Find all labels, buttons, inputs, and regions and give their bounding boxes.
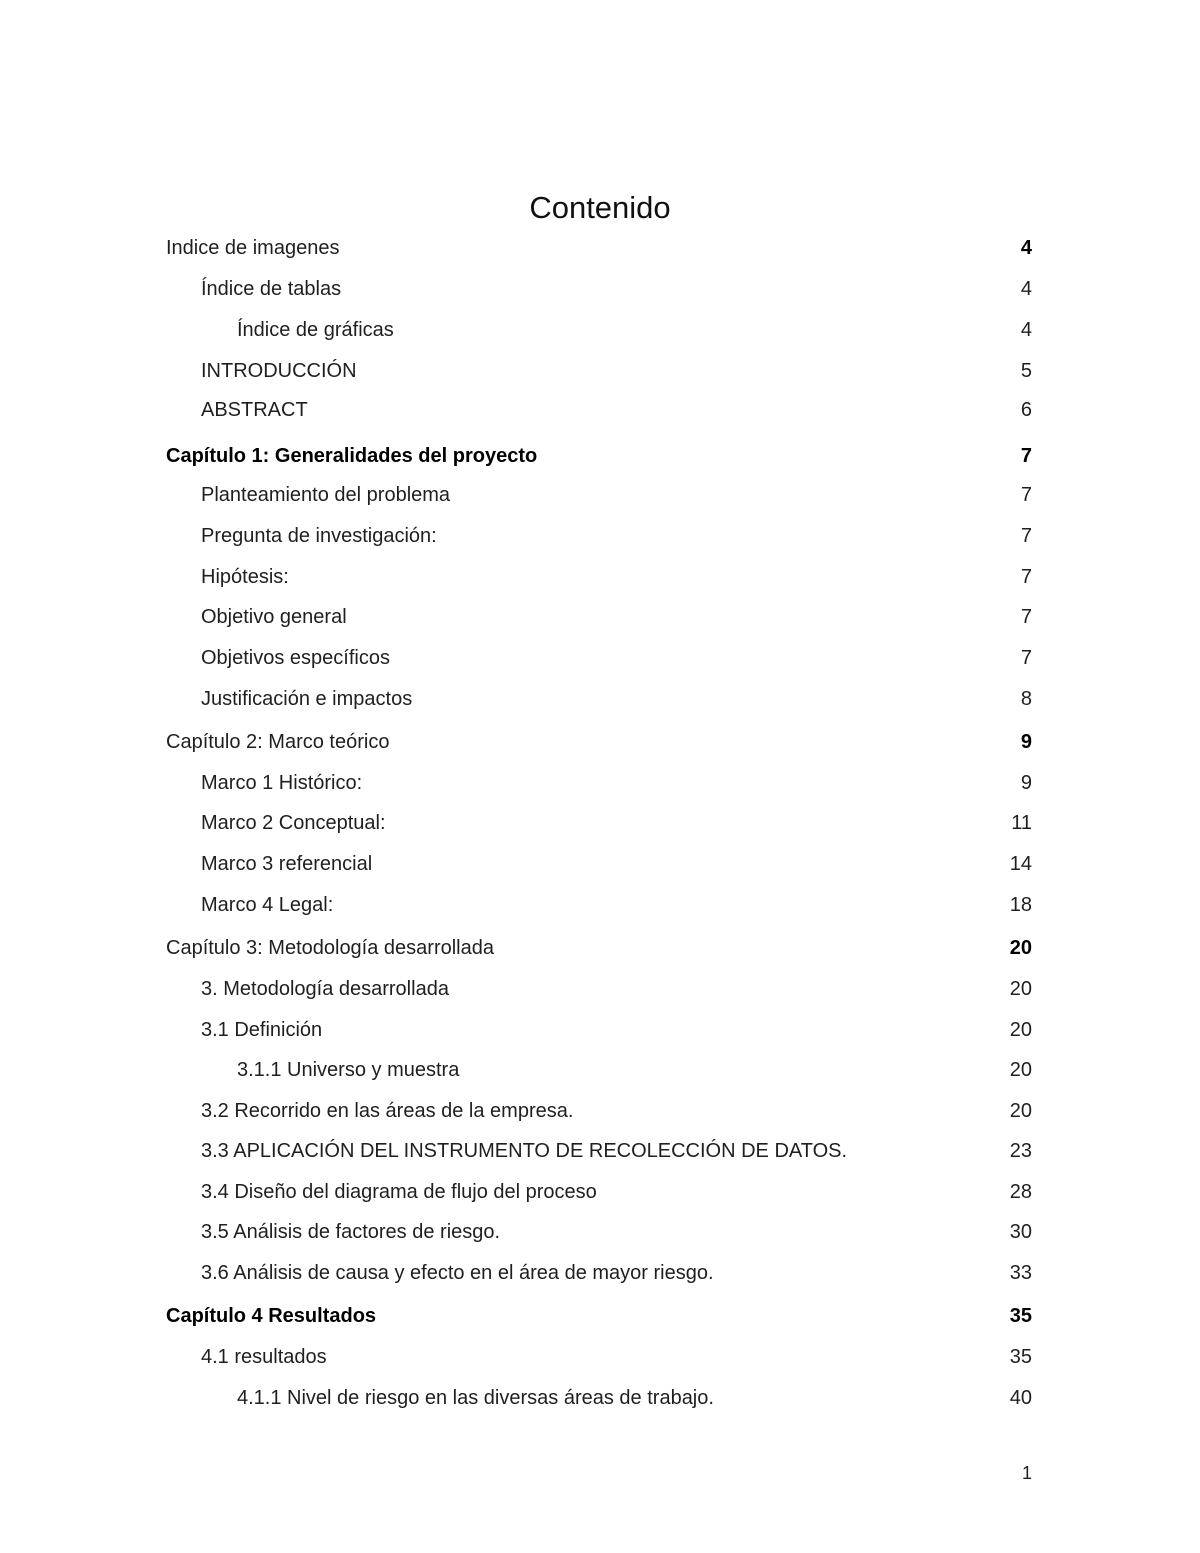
toc-entry[interactable]: [166, 849, 1032, 879]
toc-entry-page: 23: [1009, 1140, 1032, 1162]
toc-entry-page: 5: [1020, 360, 1032, 382]
toc-entry-text: Objetivo general: [201, 606, 347, 628]
toc-entry[interactable]: [166, 1136, 1032, 1166]
toc-entry-page: 4: [1020, 319, 1032, 341]
toc-entry[interactable]: [166, 1217, 1032, 1247]
toc-entry[interactable]: [166, 1015, 1032, 1045]
toc-entry[interactable]: [166, 602, 1032, 632]
toc-entry-page: 7: [1020, 647, 1032, 669]
toc-entry[interactable]: [166, 480, 1032, 510]
toc-entry[interactable]: [166, 562, 1032, 592]
toc-entry-text: Índice de tablas: [201, 278, 342, 300]
toc-entry[interactable]: [166, 684, 1032, 714]
toc-entry-chapter[interactable]: [166, 933, 1032, 963]
toc-entry[interactable]: [166, 274, 1032, 304]
toc-entry-text: Marco 1 Histórico:: [201, 772, 363, 794]
toc-entry-text: 3.1 Definición: [201, 1019, 323, 1041]
toc-title: Contenido: [529, 190, 671, 225]
toc-entry-page: 7: [1020, 484, 1032, 506]
toc-entry-text: 4.1.1 Nivel de riesgo en las diversas áreas de trabajo.: [237, 1387, 714, 1409]
toc-entry-text: 3.6 Análisis de causa y efecto en el área de mayor riesgo.: [201, 1262, 714, 1284]
toc-entry-page: 8: [1020, 688, 1032, 710]
toc-entry-text: 3. Metodología desarrollada: [201, 978, 449, 1000]
toc-entry-text: Objetivos específicos: [201, 647, 390, 669]
toc-entry-page: 7: [1020, 566, 1032, 588]
toc-entry-chapter[interactable]: [166, 727, 1032, 757]
toc-entry-page: 20: [1009, 1019, 1032, 1041]
toc-entry-text: Marco 2 Conceptual:: [201, 812, 386, 834]
toc-entry-page: 20: [1009, 937, 1032, 959]
toc-entry-page: 20: [1009, 1100, 1032, 1122]
toc-entry[interactable]: [166, 1342, 1032, 1372]
toc-entry-page: 33: [1009, 1262, 1032, 1284]
toc-entry-text: Marco 4 Legal:: [201, 894, 334, 916]
toc-entry-text: 4.1 resultados: [201, 1346, 327, 1368]
toc-entry-page: 6: [1020, 399, 1032, 421]
toc-entry[interactable]: [166, 1055, 1032, 1085]
toc-entry-page: 9: [1020, 772, 1032, 794]
toc-entry[interactable]: [166, 315, 1032, 345]
toc-entry-page: 30: [1009, 1221, 1032, 1243]
toc-entry-text: Justificación e impactos: [201, 688, 413, 710]
toc-entry-text: Capítulo 1: Generalidades del proyecto: [166, 445, 538, 467]
toc-entry-page: 35: [1009, 1305, 1032, 1327]
toc-entry-page: 18: [1009, 894, 1032, 916]
toc-entry-page: 40: [1009, 1387, 1032, 1409]
toc-entry[interactable]: [166, 233, 1032, 263]
toc-entry-text: 3.3 APLICACIÓN DEL INSTRUMENTO DE RECOLECCIÓN DE DATOS.: [201, 1140, 848, 1162]
toc-entry-text: Capítulo 2: Marco teórico: [166, 731, 390, 753]
toc-entry-chapter[interactable]: [166, 1301, 1032, 1331]
toc-entry[interactable]: [166, 890, 1032, 920]
page-number: 1: [1021, 1463, 1032, 1483]
toc-entry-text: Planteamiento del problema: [201, 484, 451, 506]
toc-entry-text: 3.5 Análisis de factores de riesgo.: [201, 1221, 501, 1243]
toc-entry-page: 4: [1020, 237, 1032, 259]
toc-entry[interactable]: [166, 356, 1032, 386]
toc-entry-text: ABSTRACT: [201, 399, 308, 421]
toc-entry[interactable]: [166, 395, 1032, 425]
toc-entry[interactable]: [166, 808, 1032, 838]
toc-entry-text: Capítulo 4 Resultados: [166, 1305, 377, 1327]
toc-entry-page: 35: [1009, 1346, 1032, 1368]
toc-entry-page: 11: [1011, 812, 1032, 834]
toc-entry-page: 4: [1020, 278, 1032, 300]
toc-entry[interactable]: [166, 643, 1032, 673]
toc-entry-text: Índice de gráficas: [237, 319, 394, 341]
toc-entry[interactable]: [166, 521, 1032, 551]
toc-entry-text: Capítulo 3: Metodología desarrollada: [166, 937, 494, 959]
toc-entry-text: 3.2 Recorrido en las áreas de la empresa.: [201, 1100, 574, 1122]
toc-entry-text: INTRODUCCIÓN: [201, 360, 357, 382]
toc-entry-page: 20: [1009, 978, 1032, 1000]
toc-entry-text: Indice de imagenes: [166, 237, 340, 259]
toc-entry-page: 28: [1009, 1181, 1032, 1203]
toc-entry[interactable]: [166, 1096, 1032, 1126]
toc-entry-chapter[interactable]: [166, 441, 1032, 471]
toc-entry[interactable]: [166, 1177, 1032, 1207]
toc-entry[interactable]: [166, 768, 1032, 798]
toc-entry-page: 14: [1009, 853, 1032, 875]
toc-entry-page: 7: [1020, 606, 1032, 628]
toc-entry-text: 3.1.1 Universo y muestra: [237, 1059, 460, 1081]
toc-entry-page: 7: [1020, 445, 1032, 467]
toc-entry-text: 3.4 Diseño del diagrama de flujo del proceso: [201, 1181, 597, 1203]
toc-entry[interactable]: [166, 1383, 1032, 1413]
toc-entry[interactable]: [166, 974, 1032, 1004]
toc-entry[interactable]: [166, 1258, 1032, 1288]
toc-entry-text: Pregunta de investigación:: [201, 525, 437, 547]
toc-entry-page: 20: [1009, 1059, 1032, 1081]
toc-entry-page: 9: [1020, 731, 1032, 753]
toc-entry-page: 7: [1020, 525, 1032, 547]
toc-entry-text: Hipótesis:: [201, 566, 289, 588]
toc-entry-text: Marco 3 referencial: [201, 853, 373, 875]
